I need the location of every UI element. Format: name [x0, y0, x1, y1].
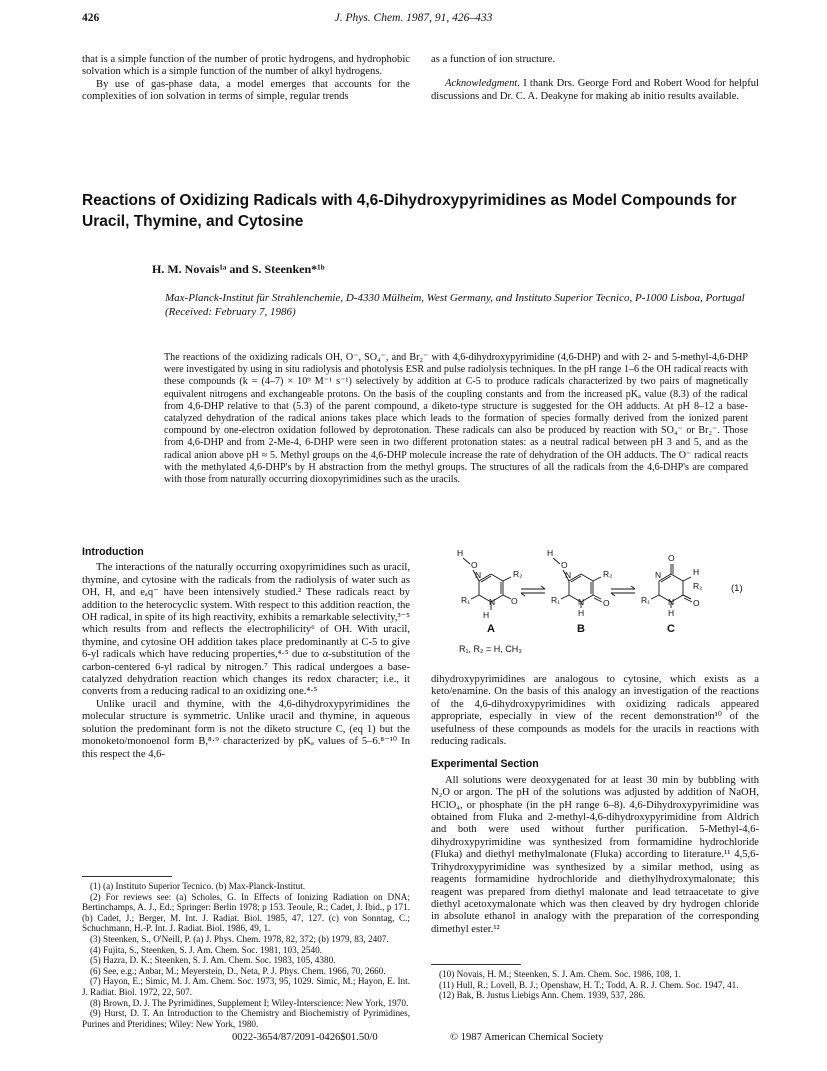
article-title: Reactions of Oxidizing Radicals with 4,6-Dihydroxypyrimidines as Model Compounds for Uracil, Thymine, and Cytosine — [82, 192, 737, 230]
footnote: (12) Bak, B. Justus Liebigs Ann. Chem. 1939, 537, 286. — [439, 990, 646, 1001]
footnote-rule — [431, 964, 521, 965]
atom-label: H — [547, 548, 554, 558]
top-right-column — [431, 54, 759, 103]
footnote: (6) See, e.g.; Anbar, M.; Meyerstein, D., Neta, P. J. Phys. Chem. 1966, 70, 2660. — [90, 965, 386, 976]
acknowledgment-label: Acknowledgment. — [445, 78, 521, 90]
paragraph: that is a simple function of the number of protic hydrogens, and hydrophobic solvation which is a simple function of the number of alkyl hydrogens. — [82, 54, 410, 78]
atom-label: N — [475, 570, 482, 580]
footnotes-left — [82, 881, 410, 1029]
equation-number: (1) — [731, 583, 743, 594]
acknowledgment-text: I thank Drs. George Ford and Robert Wood for helpful discussions and Dr. C. A. Deakyne for making ab initio results available. — [431, 78, 759, 102]
footnote-rule — [82, 876, 172, 877]
atom-label: R₁ — [461, 595, 471, 605]
atom-label: O — [471, 560, 478, 570]
footnote: (2) For reviews see: (a) Scholes, G. In Effects of Ionizing Radiation on DNA; Bertinchamps, A. J., Ed.; Springer: Berlin 1978; p 153. Teoule, R.; Cadet, J. Ibid., p 171. (b) Cadet, J.; Berger, M. Int. J. Radiat. Biol. 1985, 47, 127. (c) von Sonntag, C.; Schuchmann, H.-P. Int. J. Radiat. Biol. 1986, 49, 1. — [82, 891, 410, 934]
atom-label: N — [578, 597, 585, 607]
structure-label-c: C — [667, 623, 675, 635]
atom-label: H — [457, 548, 464, 558]
atom-label: N — [655, 570, 662, 580]
footnote: (7) Hayon, E.; Simic, M. J. Am. Chem. Soc. 1973, 95, 1029. Simic, M.; Hayon, E. Int. J. Radiat. Biol. 1972, 22, 507. — [82, 976, 410, 997]
section-heading: Introduction — [82, 546, 144, 558]
paragraph: The interactions of the naturally occurring oxopyrimidines such as uracil, thymine, and cytosine with the radicals from the radiolysis of water such as OH, H, and eₐq⁻ have been intensively studied.² These radicals react by addition to the heterocyclic system. With respect to this addition reaction, the OH radical, in spite of its high reactivity, exhibits a remarkable selectivity,³⁻⁵ which results from and reflects the electrophilicity⁶ of OH. With uracil, thymine, and cytosine OH addition takes place predominantly at C-5 to give 6-yl radicals which have reducing properties,⁴·⁵ due to α-substitution of the carbon-centered 6-yl radical by nitrogen.⁷ This radical undergoes a base-catalyzed dehydration reaction which changes its redox character; i.e., it converts from a reducing radical to an oxidizing one.⁴·⁵ — [82, 562, 410, 698]
authors: H. M. Novais¹ᵃ and S. Steenken*¹ᵇ — [152, 262, 325, 276]
atom-label: H — [483, 610, 490, 620]
paragraph: Unlike uracil and thymine, with the 4,6-dihydroxypyrimidines the molecular structure is symmetric. Unlike uracil and thymine, in aqueous solution the predominant form is not the diketo structure C, (eq 1) but the monoketo/monoenol form B,⁸·⁹ characterized by pKₐ values of 5–6.⁸⁻¹⁰ In this respect the 4,6- — [82, 698, 410, 760]
footnote: (4) Fujita, S., Steenken, S. J. Am. Chem. Soc. 1981, 103, 2540. — [90, 944, 322, 955]
footnote: (1) (a) Instituto Superior Tecnico. (b) Max-Planck-Institut. — [90, 881, 306, 891]
atom-label: O — [693, 598, 700, 608]
acknowledgment — [431, 78, 759, 103]
atom-label: O — [668, 553, 675, 563]
paragraph: dihydroxypyrimidines are analogous to cytosine, which exists as a keto/enamine. On the basis of this analogy an investigation of the reactions of the 4,6-dihydroxypyrimidines with oxidizing radicals appeared appropriate, especially in view of the recent demonstration¹⁰ of the usefulness of these compounds as models for the uracils in reactions with reducing radicals. — [431, 674, 759, 748]
top-left-column — [82, 54, 410, 104]
footnote: (11) Hull, R.; Lovell, B. J.; Openshaw, H. T.; Todd, A. R. J. Chem. Soc. 1947, 41. — [439, 979, 739, 990]
atom-label: N — [489, 597, 496, 607]
atom-label: R₁ — [641, 595, 651, 605]
atom-label: O — [603, 598, 610, 608]
footnotes-right — [431, 969, 759, 1001]
footnote: (8) Brown, D. J. The Pyrimidines, Supplement I; Wiley-Interscience: New York, 1970. — [90, 997, 409, 1008]
atom-label: R₂ — [603, 569, 613, 579]
running-header: J. Phys. Chem. 1987, 91, 426–433 — [334, 12, 493, 24]
abstract: The reactions of the oxidizing radicals OH, O⁻, SO₄⁻, and Br₂⁻ with 4,6-dihydroxypyrimidine (4,6-DHP) and with 2- and 5-methyl-4,6-DHP were investigated by using in situ radiolysis and photolysis ESR and pulse radiolysis techniques. In the pH range 1–6 the OH radical reacts with these compounds (k = (4–7) × 10⁹ M⁻¹ s⁻¹) selectively by addition at C-5 to produce radicals characterized by two pairs of magnetically equivalent nitrogens and exchangeable protons. On the basis of the coupling constants and from the increased pKₐ value (8.3) of the radical from 4,6-DHP relative to that (5.3) of the parent compound, a diketo-type structure is suggested for the OH adducts. At pH 8–12 a base-catalyzed dehydration of the radical anions takes place which leads to the formation of species formally derived from the ionized parent compound by one-electron oxidation followed by deprotonation. These radicals can also be produced by reaction with SO₄⁻ or Br₂⁻. Those from 4,6-DHP and from 2-Me-4, 6-DHP were seen in two different protonation states: as a neutral radical between pH 3 and 5, and as the radical anion above pH ≈ 5. Methyl groups on the 4,6-DHP molecule increase the rate of dehydration of the OH adducts. The O⁻ radical reacts with the methylated 4,6-DHP's by H abstraction from the methyl groups. The structures of all the radicals from the 4,6-DHP's are compared with those from naturally occurring dioxopyrimidines such as the uracils. — [164, 352, 748, 486]
paragraph: All solutions were deoxygenated for at least 30 min by bubbling with N₂O or argon. The pH of the solutions was adjusted by addition of NaOH, HClO₄, or phosphate (in the pH range 6–8). 4,6-Dihydroxypyrimidine was obtained from Fluka and 2-methyl-4,6-dihydroxypyrimidine from Aldrich and both were used without further purification. 5-Methyl-4,6-dihydroxypyrimidine was synthesized from formamidine hydrochloride (Fluka) and diethyl methylmalonate (Fluka) according to literature.¹¹ 4,5,6-Trihydroxypyrimidine was synthesized by a similar method, using as reagents formamidine hydrochloride and diethylhydroxymalonate; this reagent was prepared from diethyl malonate and lead tetraacetate to give diethyl acetoxymalonate which was then cleaved by dry hydrogen chloride in absolute ethanol in analogy with the preparation of the corresponding dimethyl ester.¹² — [431, 774, 759, 935]
footnote: (3) Steenken, S., O'Neill, P. (a) J. Phys. Chem. 1978, 82, 372; (b) 1979, 83, 2407. — [90, 933, 389, 944]
structure-label-b: B — [577, 623, 585, 635]
atom-label: R₁ — [551, 595, 561, 605]
structure-label-a: A — [487, 623, 495, 635]
atom-label: R₂ — [513, 569, 523, 579]
page-number: 426 — [82, 12, 100, 24]
tautomer-scheme — [431, 544, 761, 662]
atom-label: N — [668, 597, 675, 607]
right-column — [431, 674, 759, 936]
atom-label: R₂ — [693, 581, 703, 591]
atom-label: O — [561, 560, 568, 570]
footnote: (10) Novais, H. M.; Steenken, S. J. Am. Chem. Soc. 1986, 108, 1. — [439, 969, 681, 979]
section-heading: Experimental Section — [431, 758, 539, 771]
substituent-note: R₁, R₂ = H, CH₃ — [459, 644, 522, 654]
affiliation: Max-Planck-Institut für Strahlenchemie, D-4330 Mülheim, West Germany, and Instituto Superior Tecnico, P-1000 Lisboa, Portugal (Received: February 7, 1986) — [165, 292, 745, 318]
footnote: (5) Hazra, D. K.; Steenken, S. J. Am. Chem. Soc. 1983, 105, 4380. — [90, 955, 336, 966]
paragraph: as a function of ion structure. — [431, 54, 556, 65]
footnote: (9) Hurst, D. T. An Introduction to the Chemistry and Biochemistry of Pyrimidines, Purines and Pteridines; Wiley: New York, 1980. — [82, 1008, 410, 1029]
introduction-section — [82, 546, 410, 761]
atom-label: H — [668, 608, 675, 618]
atom-label: H — [578, 608, 585, 618]
paragraph: By use of gas-phase data, a model emerges that accounts for the complexities of ion solvation in terms of simple, regular trends — [82, 78, 410, 103]
article-code: 0022-3654/87/2091-0426$01.50/0 — [232, 1032, 378, 1043]
atom-label: N — [565, 570, 572, 580]
atom-label: O — [511, 596, 518, 606]
atom-label: H — [693, 567, 700, 577]
copyright: © 1987 American Chemical Society — [450, 1032, 604, 1043]
